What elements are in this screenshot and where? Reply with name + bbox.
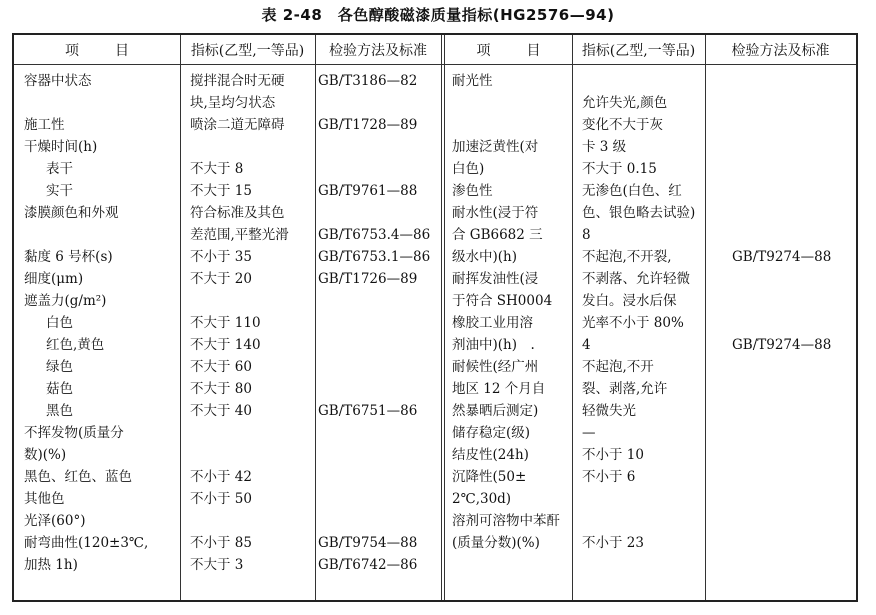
header-index-left: 指标(乙型,一等品) [190,42,305,59]
left-item-cell: 容器中状态 [24,73,92,89]
left-item-cell: 表干 [46,161,73,177]
right-item-cell: 级水中)(h) [452,249,517,265]
table-title: 表 2-48 各色醇酸磁漆质量指标(HG2576—94) [261,6,615,24]
right-item-cell: 橡胶工业用溶 [452,315,533,331]
left-index-cell: 不大于 20 [190,271,252,287]
column-divider-double [441,35,445,600]
right-item-cell: 2℃,30d) [452,491,512,507]
left-index-cell: 不大于 110 [190,315,261,331]
right-index-cell: 发白。浸水后保 [582,293,677,309]
right-item-cell: (质量分数)(%) [452,535,540,551]
header-text: 目 [115,42,129,59]
right-item-cell: 于符合 SH0004 [452,293,553,309]
left-index-cell: 搅拌混合时无硬 [190,73,285,89]
left-index-cell: 块,呈均匀状态 [190,95,276,111]
left-index-cell: 差范围,平整光滑 [190,227,289,243]
right-index-cell: 光率不小于 80% [582,315,684,331]
right-item-cell: 耐挥发油性(浸 [452,271,539,287]
left-item-cell: 遮盖力(g/m²) [24,293,107,309]
right-item-cell: 沉降性(50± [452,469,527,485]
header-method-right: 检验方法及标准 [731,42,830,59]
column-divider [705,35,706,600]
left-method-cell: GB/T1726—89 [318,271,418,287]
right-method-cell: GB/T9274—88 [732,337,832,353]
left-item-cell: 加热 1h) [24,557,78,573]
right-item-cell: 耐光性 [452,73,493,89]
right-index-cell: 不剥落、允许轻微 [582,271,690,287]
left-index-cell: 不大于 15 [190,183,252,199]
right-item-cell: 耐水性(浸于符 [452,205,539,221]
right-index-cell: 不起泡,不开 [582,359,654,375]
left-item-cell: 白色 [46,315,73,331]
header-text: 目 [526,42,541,59]
right-item-cell: 白色) [452,161,485,177]
right-index-cell: 8 [582,227,591,243]
right-item-cell: 剂油中)(h) . [452,337,535,353]
left-item-cell: 菇色 [46,381,73,397]
column-divider [180,35,181,600]
left-index-cell: 不大于 140 [190,337,261,353]
left-item-cell: 干燥时间(h) [24,139,98,155]
left-item-cell: 实干 [46,183,73,199]
header-text: 项 [476,42,491,59]
right-item-cell: 加速泛黄性(对 [452,139,539,155]
left-index-cell: 不大于 60 [190,359,252,375]
quality-index-table [12,33,858,602]
left-method-cell: GB/T6753.4—86 [318,227,431,243]
left-item-cell: 黏度 6 号杯(s) [24,249,113,265]
right-index-cell: 不大于 0.15 [582,161,657,177]
right-index-cell: 不小于 6 [582,469,636,485]
right-index-cell: 变化不大于灰 [582,117,663,133]
left-index-cell: 不小于 42 [190,469,252,485]
left-index-cell: 不小于 35 [190,249,252,265]
right-index-cell: 4 [582,337,591,353]
left-method-cell: GB/T9754—88 [318,535,418,551]
left-item-cell: 漆膜颜色和外观 [24,205,119,221]
right-index-cell: 无渗色(白色、红 [582,183,682,199]
left-item-cell: 细度(μm) [24,271,84,287]
left-index-cell: 不大于 40 [190,403,252,419]
right-index-cell: 裂、剥落,允许 [582,381,668,397]
left-item-cell: 红色,黄色 [46,337,105,353]
right-item-cell: 合 GB6682 三 [452,227,543,243]
left-index-cell: 不小于 85 [190,535,252,551]
left-item-cell: 其他色 [24,491,65,507]
right-index-cell: 色、银色略去试验) [582,205,696,221]
header-item-left [14,35,180,64]
right-index-cell: 不小于 23 [582,535,644,551]
header-item-right [445,35,572,64]
left-item-cell: 黑色、红色、蓝色 [24,469,132,485]
left-item-cell: 数)(%) [24,447,67,463]
right-item-cell: 耐候性(经广州 [452,359,539,375]
left-method-cell: GB/T6753.1—86 [318,249,431,265]
right-index-cell: 卡 3 级 [582,139,627,155]
left-index-cell: 不大于 80 [190,381,252,397]
right-item-cell: 然暴晒后测定) [452,403,539,419]
left-method-cell: GB/T3186—82 [318,73,418,89]
left-method-cell: GB/T6742—86 [318,557,418,573]
left-index-cell: 不大于 8 [190,161,244,177]
left-item-cell: 绿色 [46,359,73,375]
header-divider [14,64,856,65]
right-item-cell: 渗色性 [452,183,493,199]
header-method-left: 检验方法及标准 [329,42,427,59]
header-index-right: 指标(乙型,一等品) [581,42,696,59]
right-index-cell: 轻微失光 [582,403,636,419]
left-index-cell: 不小于 50 [190,491,252,507]
left-method-cell: GB/T9761—88 [318,183,418,199]
right-item-cell: 储存稳定(级) [452,425,531,441]
left-method-cell: GB/T6751—86 [318,403,418,419]
right-index-cell: 不起泡,不开裂, [582,249,672,265]
right-item-cell: 溶剂可溶物中苯酐 [452,513,560,529]
right-item-cell: 地区 12 个月自 [452,381,546,397]
left-index-cell: 不大于 3 [190,557,244,573]
column-divider [572,35,573,600]
right-index-cell: — [582,425,596,441]
right-item-cell: 结皮性(24h) [452,447,529,463]
left-item-cell: 施工性 [24,117,65,133]
left-item-cell: 黑色 [46,403,73,419]
right-method-cell: GB/T9274—88 [732,249,832,265]
left-index-cell: 符合标准及其色 [190,205,285,221]
left-item-cell: 光泽(60°) [24,513,86,529]
header-text: 项 [65,42,79,59]
right-index-cell: 不小于 10 [582,447,644,463]
left-index-cell: 喷涂二道无障碍 [190,117,285,133]
left-method-cell: GB/T1728—89 [318,117,418,133]
column-divider [315,35,316,600]
right-index-cell: 允许失光,颜色 [582,95,668,111]
left-item-cell: 不挥发物(质量分 [24,425,124,441]
left-item-cell: 耐弯曲性(120±3℃, [24,535,149,551]
